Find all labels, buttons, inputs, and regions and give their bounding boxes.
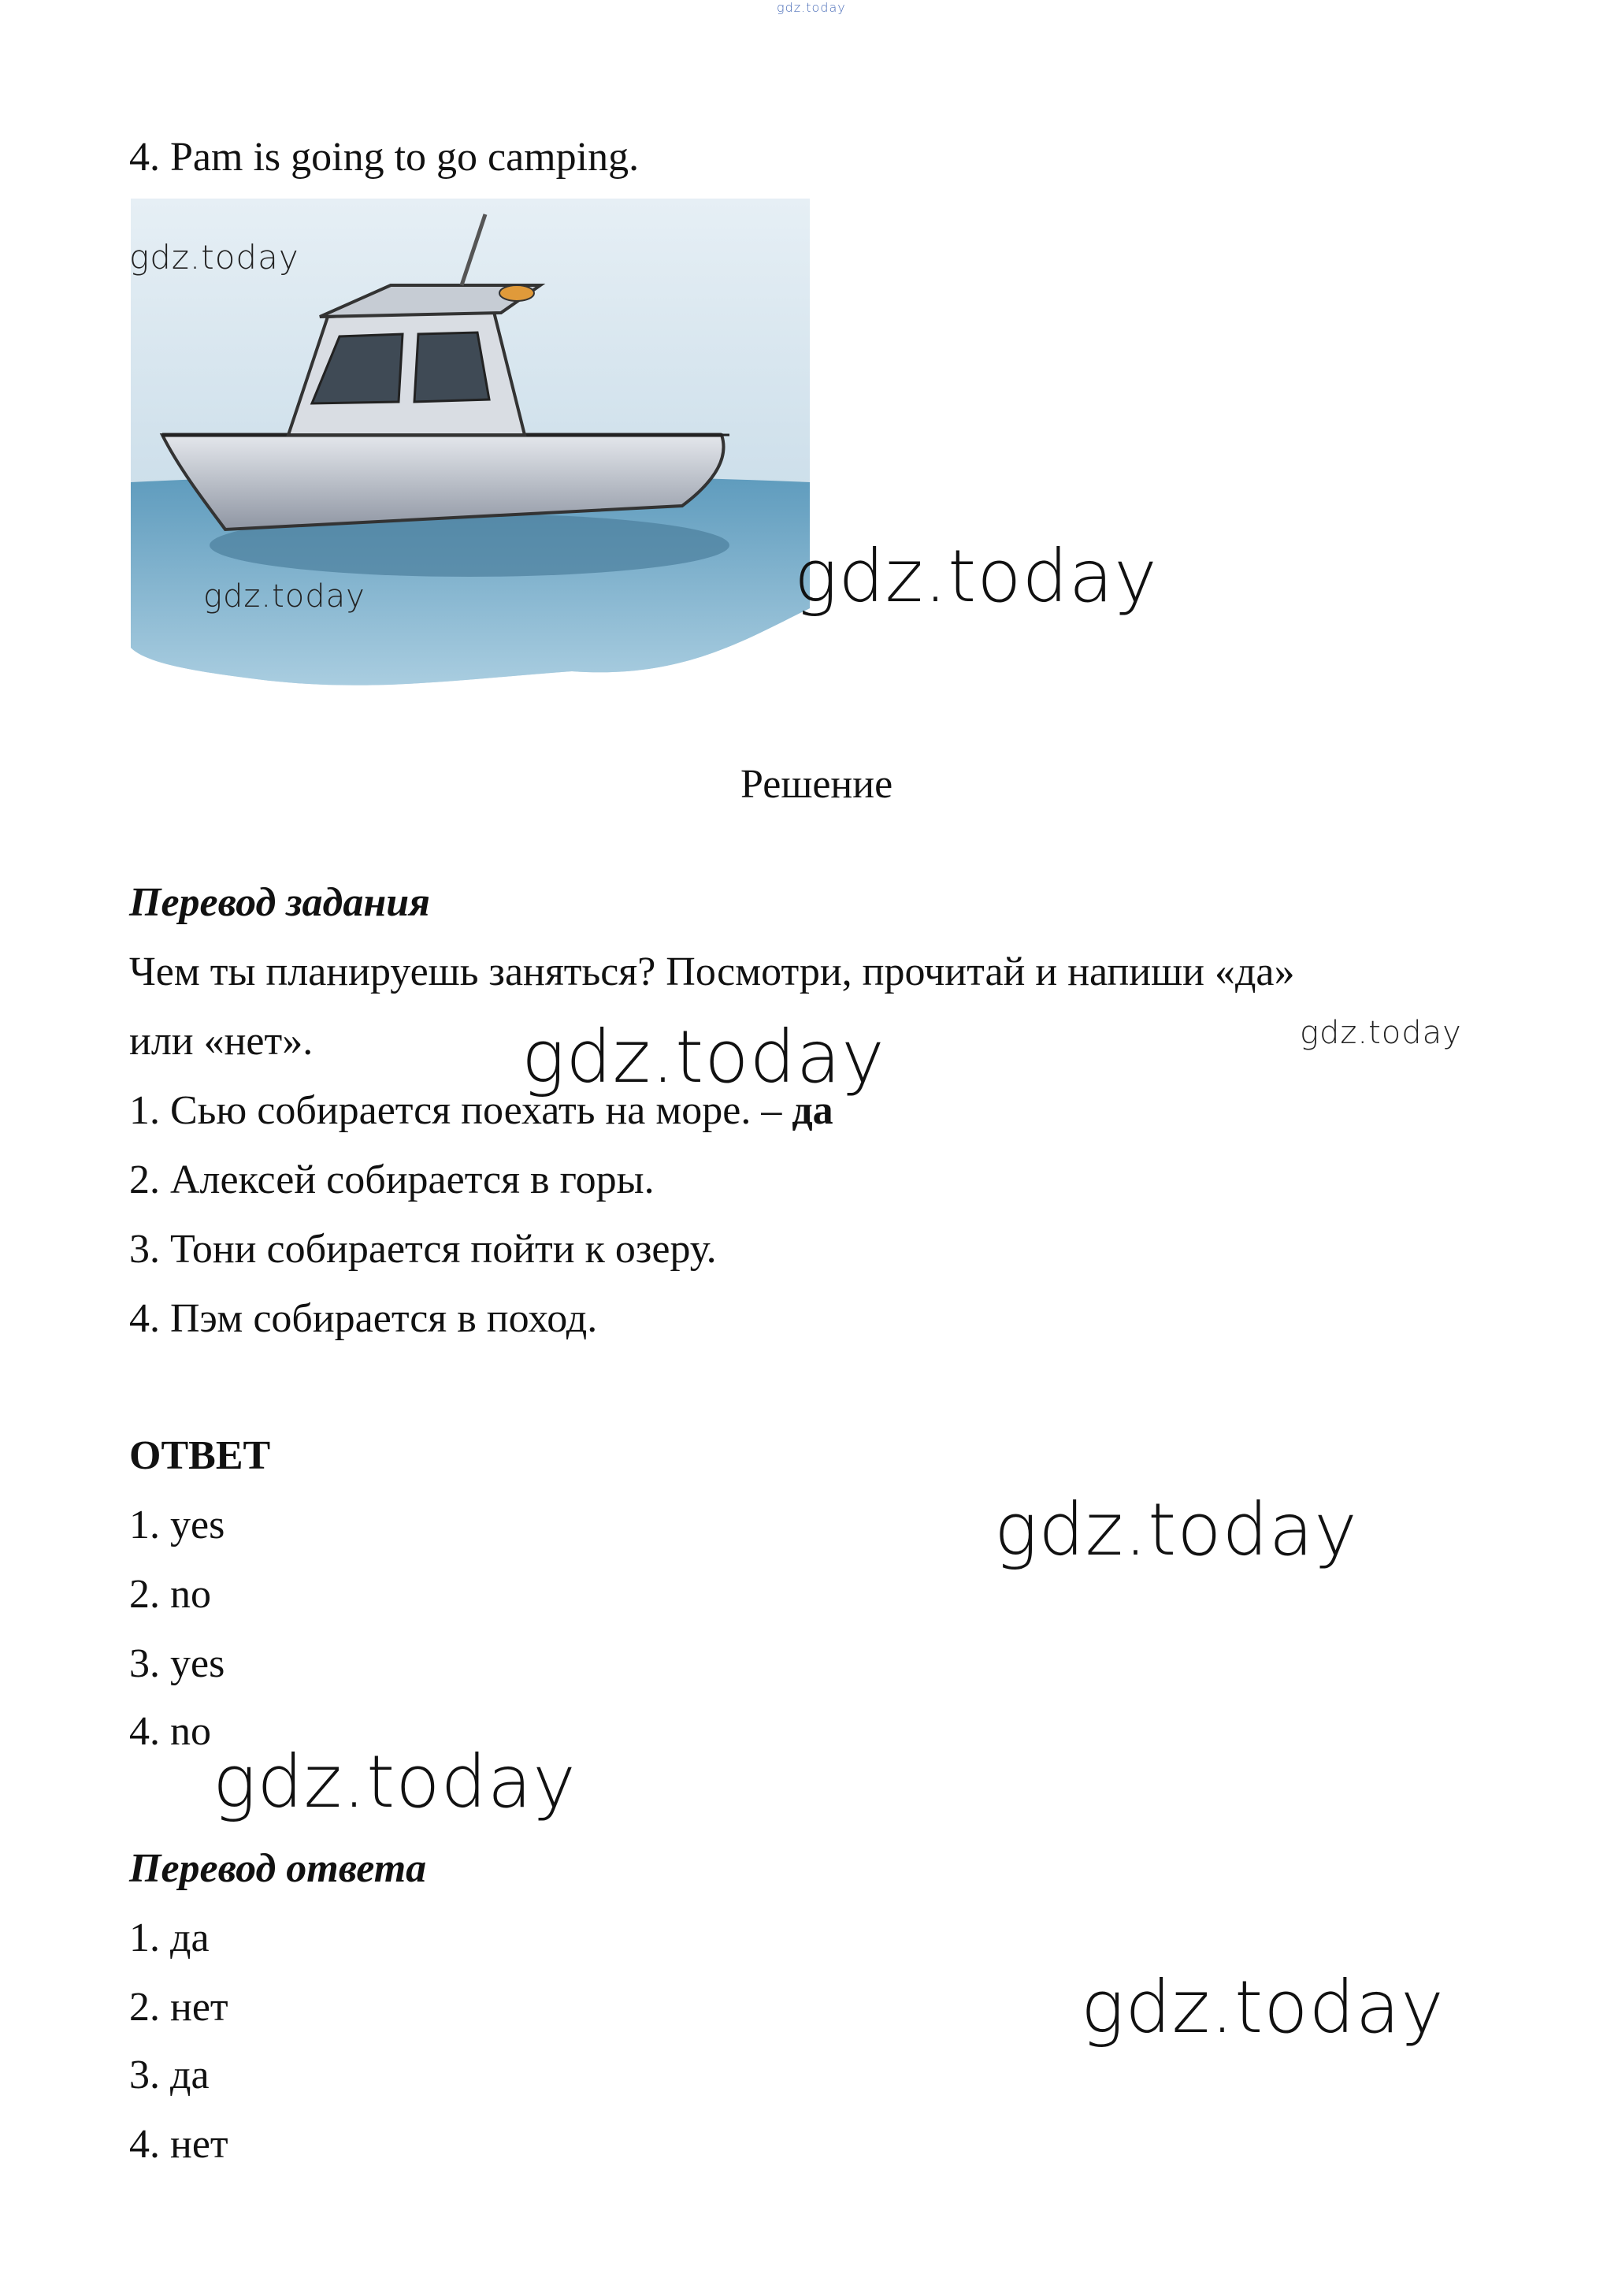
image-watermark-top: gdz.today xyxy=(129,238,299,277)
answer-item-3: 3. yes xyxy=(129,1641,225,1686)
watermark-small-right: gdz.today xyxy=(1300,1015,1462,1051)
answer-item-2: 2. no xyxy=(129,1572,211,1617)
image-watermark-bottom: gdz.today xyxy=(203,578,366,615)
translation-answer-item-1: 1. да xyxy=(129,1915,210,1960)
answer-item-1: 1. yes xyxy=(129,1503,225,1547)
watermark-3: gdz.today xyxy=(994,1488,1358,1572)
translation-answer-item-3: 3. да xyxy=(129,2053,210,2097)
translation-answer-item-2: 2. нет xyxy=(129,1985,228,2030)
task-item-2: 2. Алексей собирается в горы. xyxy=(129,1157,655,1202)
task-item-3: 3. Тони собирается пойти к озеру. xyxy=(129,1227,717,1272)
translation-answer-item-4: 4. нет xyxy=(129,2122,228,2167)
watermark-5: gdz.today xyxy=(1081,1965,1445,2049)
watermark-2: gdz.today xyxy=(521,1015,885,1099)
watermark-1: gdz.today xyxy=(794,534,1158,619)
task-item-1 xyxy=(129,1087,833,1135)
instruction-line-2: или «нет». xyxy=(129,1019,314,1064)
answer-heading: ОТВЕТ xyxy=(129,1433,271,1478)
task-line: 4. Pam is going to go camping. xyxy=(129,135,640,180)
answer-item-4: 4. no xyxy=(129,1709,211,1754)
solution-title: Решение xyxy=(740,762,893,807)
task-item-1-answer: да xyxy=(792,1088,833,1133)
task-item-1-text: 1. Сью собирается поехать на море. – xyxy=(129,1088,792,1133)
instruction-line-1: Чем ты планируешь заняться? Посмотри, прочитай и напиши «да» xyxy=(129,949,1295,994)
task-item-4: 4. Пэм собирается в поход. xyxy=(129,1296,598,1341)
watermark-4: gdz.today xyxy=(213,1740,577,1824)
translation-task-heading: Перевод задания xyxy=(129,880,430,925)
top-watermark: gdz.today xyxy=(777,0,846,15)
translation-answer-heading: Перевод ответа xyxy=(129,1846,427,1891)
